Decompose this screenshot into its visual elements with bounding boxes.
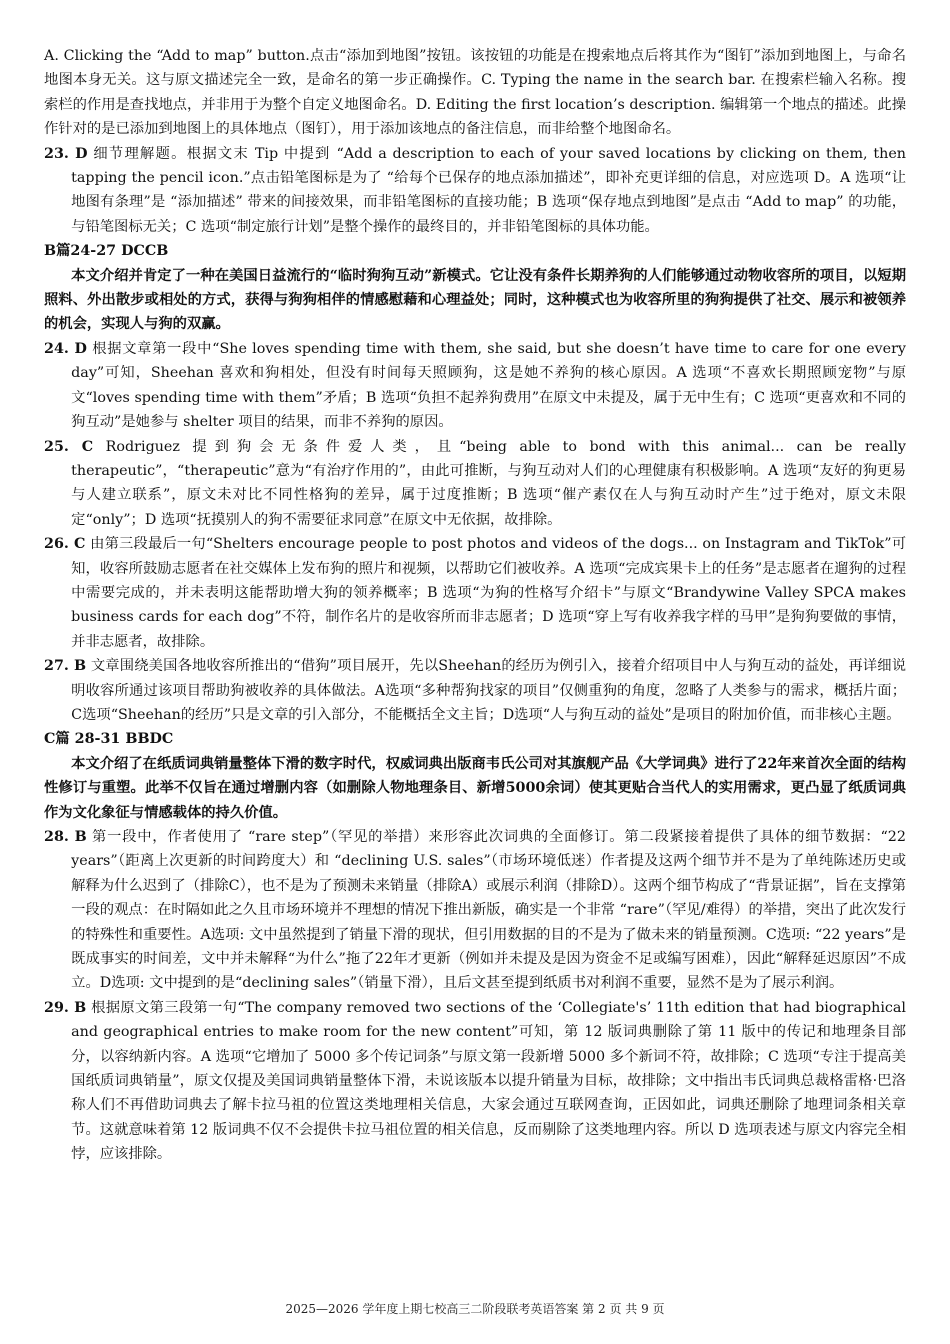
answer-25 bbox=[44, 435, 906, 533]
section-c-heading: C篇 28-31 BBDC bbox=[44, 731, 174, 748]
answer-24-number: 24. D bbox=[44, 340, 87, 357]
answer-28 bbox=[44, 825, 906, 996]
answer-26-explanation: 由第三段最后一句“Shelters encourage people to post photos and videos of the dogs... on Instagram and TikTok”可知，收容所鼓励志愿者在社交媒体上发布狗的照片和视频，以帮助它们被收养。A 选项“完成宾果卡上的任务”是志愿者在遛狗的过程中需要完成的，并未表明这能帮助增大狗的领养概率；B 选项“为狗的性格写介绍卡”与原文“Brandywine Valley SPCA makes business cards for each dog”不符，制作名片的是收容所而非志愿者；D 选项“穿上写有收养我字样的马甲”是狗狗要做的事情，并非志愿者，故排除。 bbox=[71, 536, 906, 650]
section-c-summary: 本文介绍了在纸质词典销量整体下滑的数字时代，权威词典出版商韦氏公司对其旗舰产品《大学词典》进行了22年来首次全面的结构性修订与重塑。此举不仅旨在通过增删内容（如删除人物地理条目、新增5000余词）使其更贴合当代人的实用需求，更凸显了纸质词典作为文化象征与情感载体的持久价值。 bbox=[44, 755, 906, 821]
answer-26-number: 26. C bbox=[44, 536, 86, 553]
answer-23-explanation: 细节理解题。根据文末 Tip 中提到 “Add a description to each of your saved locations by clicking on them, then tapping the pencil icon.”点击铅笔图标是为了 “给每个已保存的地点添加描述”，即补充更详细的信息，对应选项 D。A 选项“让地图有条理”是 “添加描述” 带来的间接效果，而非铅笔图标的直接功能；B 选项“保存地点到地图”是点击 “Add to map” 的功能，与铅笔图标无关；C 选项“制定旅行计划”是整个操作的最终目的，并非铅笔图标的具体功能。 bbox=[71, 145, 906, 235]
section-b-heading: B篇24-27 DCCB bbox=[44, 243, 169, 260]
answer-26 bbox=[44, 532, 906, 654]
answer-25-explanation: Rodriguez 提到狗会无条件爱人类，且“being able to bond with this animal... can be really therapeutic”，“therapeutic”意为“有治疗作用的”，由此可推断，与狗互动对人们的心理健康有积极影响。A 选项“友好的狗更易与人建立联系”，原文未对比不同性格狗的差异，属于过度推断；B 选项“催产素仅在人与狗互动时产生”过于绝对，原文未限定“only”；D 选项“抚摸别人的狗不需要征求同意”在原文中无依据，故排除。 bbox=[71, 438, 907, 528]
section-b-summary: 本文介绍并肯定了一种在美国日益流行的“临时狗狗互动”新模式。它让没有条件长期养狗的人们能够通过动物收容所的项目，以短期照料、外出散步或相处的方式，获得与狗狗相伴的情感慰藉和心理益处；同时，这种模式也为收容所里的狗狗提供了社交、展示和被领养的机会，实现人与狗的双赢。 bbox=[44, 267, 906, 333]
answer-24-explanation: 根据文章第一段中“She loves spending time with them, she said, but she doesn’t have time to care for one every day”可知，Sheehan 喜欢和狗相处，但没有时间每天照顾狗，这是她不养狗的核心原因。A 选项“不喜欢长期照顾宠物”与原文“loves spending time with them”矛盾；B 选项“负担不起养狗费用”在原文中未提及，属于无中生有；C 选项“更喜欢和不同的狗互动”是她参与 shelter 项目的结果，而非不养狗的原因。 bbox=[71, 340, 906, 431]
answer-27-explanation: 文章围绕美国各地收容所推出的“借狗”项目展开，先以Sheehan的经历为例引入，接着介绍项目中人与狗互动的益处，再详细说明收容所通过该项目帮助狗被收养的具体做法。A选项“多种帮狗找家的项目”仅侧重狗的角度，忽略了人类参与的需求，概括片面；C选项“Sheehan的经历”只是文章的引入部分，不能概括全文主旨；D选项“人与狗互动的益处”是项目的附加价值，而非核心主题。 bbox=[71, 658, 906, 723]
answer-27-number: 27. B bbox=[44, 658, 87, 675]
answer-29-number: 29. B bbox=[44, 999, 87, 1016]
q22-option-analysis: A. Clicking the “Add to map” button.点击“添加到地图”按钮。该按钮的功能是在搜索地点后将其作为“图钉”添加到地图上，与命名地图本身无关。这与原文描述完全一致，是命名的第一步正确操作。C. Typing the name in the search bar. 在搜索栏输入名称。搜索栏的作用是查找地点，并非用于为整个自定义地图命名。D. Editing the first location’s description. 编辑第一个地点的描述。此操作针对的是已添加到地图上的具体地点（图钉），用于添加该地点的备注信息，而非给整个地图命名。 bbox=[44, 48, 906, 138]
answer-27 bbox=[44, 654, 906, 727]
answer-23-number: 23. D bbox=[44, 145, 88, 162]
answer-24 bbox=[44, 337, 906, 435]
answer-28-explanation: 第一段中，作者使用了 “rare step”（罕见的举措）来形容此次词典的全面修订。第二段紧接着提供了具体的细节数据：“22 years”（距离上次更新的时间跨度大）和 “declining U.S. sales”（市场环境低迷）作者提及这两个细节并不是为了单纯陈述历史或解释为什么迟到了（排除C），也不是为了预测未来销量（排除A）或展示利润（排除D）。这两个细节构成了“背景证据”，旨在支撑第一段的观点：在时隔如此之久且市场环境并不理想的情况下推出新版，确实是一个非常 “rare”（罕见/难得）的举措，突出了此次发行的特殊性和重要性。A选项: 文中虽然提到了销量下滑的现状，但引用数据的目的不是为了做未来的销量预测。C选项: “22 years”是既成事实的时间差，文中并未解释“为什么”拖了22年才更新（例如并未提及是因为资金不足或编写困难），因此“解释延迟原因”不成立。D选项: 文中提到的是“declining sales”（销量下滑），且后文甚至提到纸质书对利润不重要，显然不是为了展示利润。 bbox=[71, 829, 907, 992]
answer-page bbox=[44, 44, 906, 1167]
answer-29 bbox=[44, 996, 906, 1167]
answer-29-explanation: 根据原文第三段第一句“The company removed two sections of the ‘Collegiate's’ 11th edition that had biographical and geographical entries to make room for the new content”可知，第 12 版词典删除了第 11 版中的传记和地理条目部分，以容纳新内容。A 选项“它增加了 5000 多个传记词条”与原文第一段新增 5000 多个新词不符，故排除；C 选项“专注于提高美国纸质词典销量”，原文仅提及美国词典销量整体下滑，未说该版本以提升销量为目标，故排除；文中指出韦氏词典总裁格雷格·巴洛称人们不再借助词典去了解卡拉马祖的位置这类地理相关信息，大家会通过互联网查询，正因如此，词典还删除了地理词条相关章节。这就意味着第 12 版词典不仅不会提供卡拉马祖位置的相关信息，反而剔除了这类地理内容。所以 D 选项表述与原文内容完全相悖，应该排除。 bbox=[71, 999, 907, 1163]
answer-25-number: 25. C bbox=[44, 438, 94, 455]
answer-28-number: 28. B bbox=[44, 829, 87, 845]
answer-23 bbox=[44, 142, 906, 240]
page-footer: 2025—2026 学年度上期七校高三二阶段联考英语答案 第 2 页 共 9 页 bbox=[285, 1302, 665, 1316]
